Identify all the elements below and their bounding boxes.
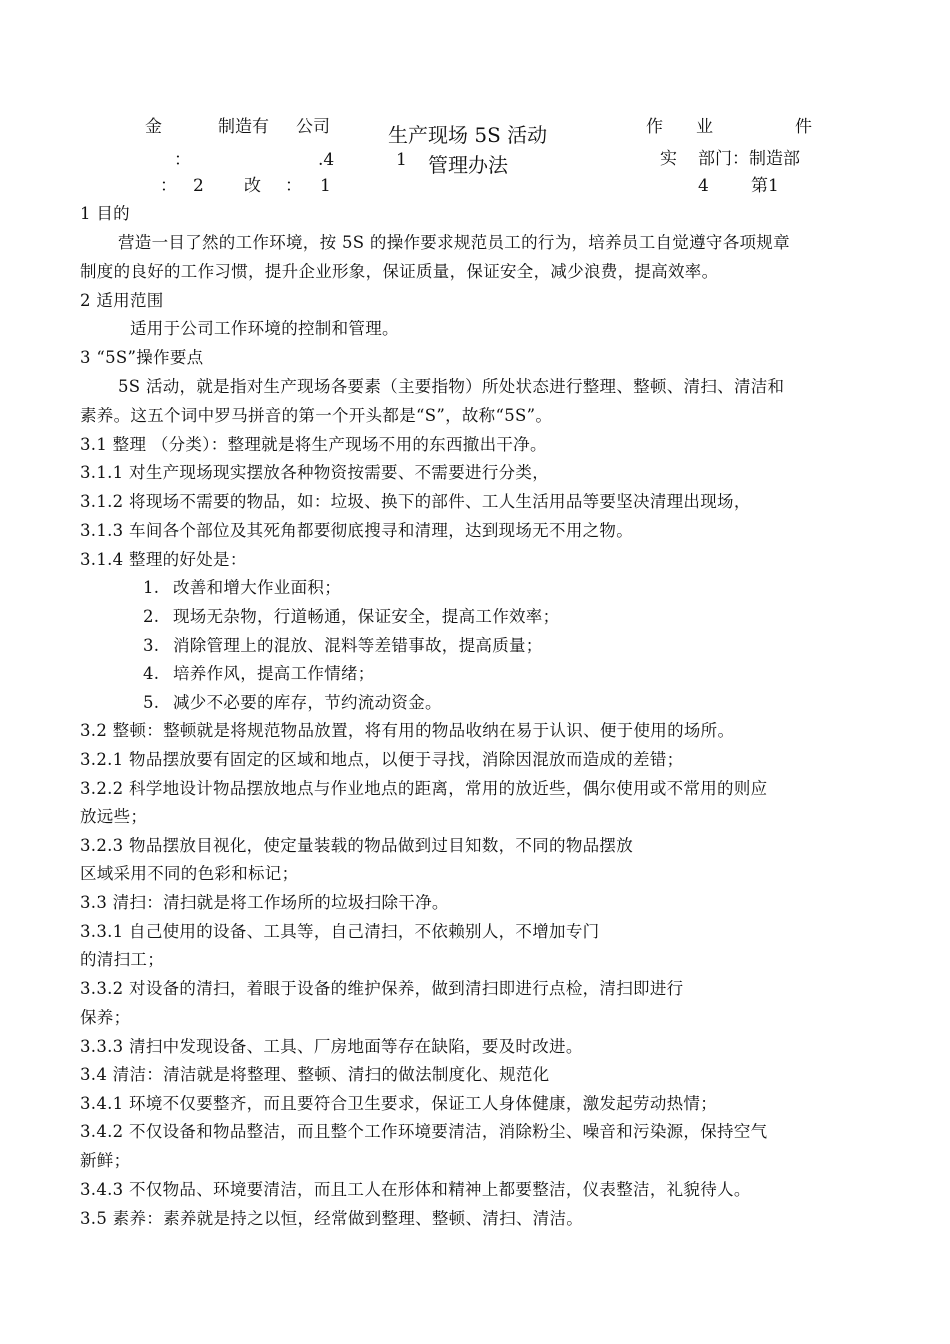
- company-name-part: 公司: [296, 117, 330, 137]
- list-item: 3.4.3 不仅物品、环境要清洁，而且工人在形体和精神上都要整洁，仪表整洁，礼貌待人。: [80, 1180, 751, 1199]
- benefit-text: 消除管理上的混放、混料等差错事故，提高质量；: [173, 636, 543, 655]
- company-name-part: 金: [145, 117, 162, 137]
- subsection-heading: 3.1 整理 （分类）：整理就是将生产现场不用的东西撤出干净。: [80, 435, 547, 454]
- paragraph: 制度的良好的工作习惯，提升企业形象，保证质量，保证安全，减少浪费，提高效率。: [80, 262, 719, 281]
- benefit-number: 2.: [143, 607, 160, 626]
- benefit-text: 减少不必要的库存，节约流动资金。: [173, 693, 442, 712]
- header-number: 1: [396, 150, 407, 170]
- list-item-continued: 保养；: [80, 1008, 131, 1027]
- document-title-line2: 管理办法: [428, 153, 508, 177]
- benefit-number: 3.: [143, 636, 160, 655]
- list-item-continued: 放远些；: [80, 807, 148, 826]
- paragraph: 素养。这五个词中罗马拼音的第一个开头都是“S”，故称“5S”。: [80, 406, 553, 425]
- list-item: 3.1.3 车间各个部位及其死角都要彻底搜寻和清理，达到现场无不用之物。: [80, 521, 634, 540]
- version-number: .4: [318, 150, 335, 170]
- section-heading: 2 适用范围: [80, 291, 164, 310]
- list-item: 3.1.1 对生产现场现实摆放各种物资按需要、不需要进行分类，: [80, 463, 550, 482]
- benefit-item: [143, 635, 543, 657]
- list-item-continued: 新鲜；: [80, 1151, 131, 1170]
- header-colon: ：: [160, 176, 177, 196]
- header-colon: ：: [285, 176, 302, 196]
- section-heading: 1 目的: [80, 204, 130, 223]
- benefit-text: 培养作风，提高工作情绪；: [173, 664, 375, 683]
- paragraph: 适用于公司工作环境的控制和管理。: [130, 319, 399, 338]
- paragraph: 营造一目了然的工作环境，按 5S 的操作要求规范员工的行为，培养员工自觉遵守各项规章: [118, 233, 790, 252]
- revision-label: 改: [244, 176, 261, 196]
- header-colon: ：: [174, 150, 191, 170]
- document-title-line1: 生产现场 5S 活动: [388, 123, 548, 147]
- benefit-number: 4.: [143, 664, 160, 683]
- subsection-heading: 3.5 素养：素养就是持之以恒，经常做到整理、整顿、清扫、清洁。: [80, 1209, 584, 1228]
- subsection-heading: 3.2 整顿：整顿就是将规范物品放置，将有用的物品收纳在易于认识、便于使用的场所。: [80, 721, 735, 740]
- list-item: 3.3.2 对设备的清扫，着眼于设备的维护保养，做到清扫即进行点检，清扫即进行: [80, 979, 684, 998]
- benefit-text: 改善和增大作业面积；: [173, 578, 341, 597]
- paragraph: 5S 活动，就是指对生产现场各要素（主要指物）所处状态进行整理、整顿、清扫、清洁和: [118, 377, 785, 396]
- benefit-text: 现场无杂物，行道畅通，保证安全，提高工作效率；: [173, 607, 560, 626]
- list-item: 3.2.1 物品摆放要有固定的区域和地点，以便于寻找，消除因混放而造成的差错；: [80, 750, 684, 769]
- list-item: 3.3.3 清扫中发现设备、工具、厂房地面等存在缺陷，要及时改进。: [80, 1037, 583, 1056]
- list-item: 3.1.4 整理的好处是：: [80, 550, 247, 569]
- list-item: 3.2.3 物品摆放目视化，使定量装载的物品做到过目知数，不同的物品摆放: [80, 836, 634, 855]
- benefit-item: [143, 577, 341, 599]
- doc-type-part: 件: [795, 117, 812, 137]
- header-number: 2: [193, 176, 204, 196]
- list-item: 3.2.2 科学地设计物品摆放地点与作业地点的距离，常用的放近些，偶尔使用或不常用的则应: [80, 779, 768, 798]
- company-name-part: 制造有: [218, 117, 269, 137]
- benefit-item: [143, 663, 375, 685]
- list-item: 3.3.1 自己使用的设备、工具等，自己清扫，不依赖别人，不增加专门: [80, 922, 600, 941]
- subsection-heading: 3.3 清扫：清扫就是将工作场所的垃圾扫除干净。: [80, 893, 449, 912]
- list-item: 3.1.2 将现场不需要的物品，如：垃圾、换下的部件、工人生活用品等要坚决清理出现场，: [80, 492, 751, 511]
- benefit-item: [143, 692, 442, 714]
- department: 部门：制造部: [698, 149, 800, 169]
- implement-label: 实: [660, 149, 677, 169]
- list-item-continued: 区域采用不同的色彩和标记；: [80, 864, 299, 883]
- list-item: 3.4.1 环境不仅要整齐，而且要符合卫生要求，保证工人身体健康，激发起劳动热情；: [80, 1094, 718, 1113]
- benefit-number: 1.: [143, 578, 160, 597]
- page-number: 第1: [751, 176, 779, 196]
- benefit-item: [143, 606, 559, 628]
- list-item: 3.4.2 不仅设备和物品整洁，而且整个工作环境要清洁，消除粉尘、噪音和污染源，保持空气: [80, 1122, 768, 1141]
- doc-type-part: 业: [696, 117, 713, 137]
- benefit-number: 5.: [143, 693, 160, 712]
- subsection-heading: 3.4 清洁：清洁就是将整理、整顿、清扫的做法制度化、规范化: [80, 1065, 550, 1084]
- revision-number: 1: [320, 176, 331, 196]
- list-item-continued: 的清扫工；: [80, 950, 164, 969]
- section-heading: 3 “5S”操作要点: [80, 348, 204, 367]
- total-pages: 4: [698, 176, 709, 196]
- doc-type-part: 作: [646, 117, 663, 137]
